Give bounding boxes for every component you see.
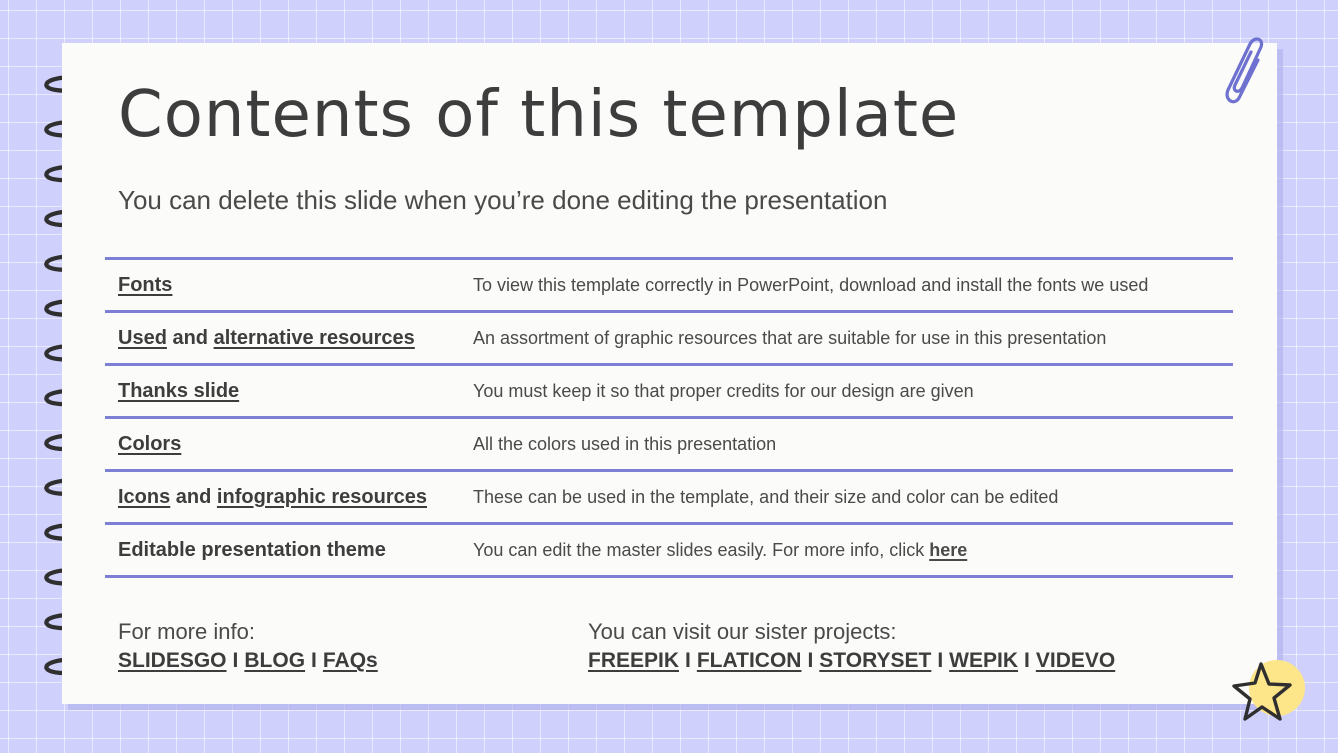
row-name-icons: [118, 486, 427, 509]
more-info-label: For more info:: [118, 619, 255, 644]
freepik-link[interactable]: FREEPIK: [588, 649, 680, 672]
row-name-fonts: [118, 274, 172, 297]
more-info-block: [118, 619, 378, 673]
row-description: To view this template correctly in PowerPoint, download and install the fonts we used: [473, 274, 1149, 295]
infographic-resources-link[interactable]: infographic resources: [216, 485, 427, 508]
table-row: [105, 313, 1233, 366]
separator: I: [685, 649, 691, 672]
theme-description-text: You can edit the master slides easily. For more info, click: [473, 539, 930, 560]
wepik-link[interactable]: WEPIK: [949, 649, 1019, 672]
separator: I: [232, 649, 239, 672]
faqs-link[interactable]: FAQs: [322, 649, 378, 672]
paperclip-icon: [1214, 32, 1272, 108]
alternative-resources-link[interactable]: alternative resources: [213, 326, 415, 349]
storyset-link[interactable]: STORYSET: [819, 649, 932, 672]
icons-link[interactable]: Icons: [118, 485, 171, 508]
sister-projects-label: You can visit our sister projects:: [588, 619, 897, 644]
row-description: [473, 540, 967, 561]
sister-projects-links: [588, 649, 1115, 673]
row-name-colors: [118, 433, 181, 456]
row-description: An assortment of graphic resources that are suitable for use in this presentation: [473, 327, 1107, 348]
row-description: These can be used in the template, and their size and color can be edited: [473, 486, 1059, 507]
here-link[interactable]: here: [929, 539, 968, 560]
separator: I: [311, 649, 317, 672]
table-row: [105, 472, 1233, 525]
separator: I: [937, 649, 944, 672]
table-row: [105, 525, 1233, 578]
row-name-thanks: [118, 380, 239, 403]
contents-table: [105, 257, 1233, 578]
row-name-resources: [118, 327, 415, 350]
fonts-link[interactable]: Fonts: [118, 273, 173, 296]
slide-title: Contents of this template: [118, 78, 960, 152]
row-name-theme: [118, 539, 386, 562]
table-row: [105, 366, 1233, 419]
and-text: and: [166, 326, 214, 349]
slide-subtitle: You can delete this slide when you’re done editing the presentation: [118, 185, 888, 215]
slidesgo-link[interactable]: SLIDESGO: [118, 649, 227, 672]
more-info-links: [118, 649, 378, 673]
star-icon: [1228, 652, 1310, 734]
thanks-slide-link[interactable]: Thanks slide: [118, 379, 240, 402]
separator: I: [807, 649, 814, 672]
table-row: [105, 419, 1233, 472]
editable-theme-label: Editable presentation theme: [118, 538, 386, 561]
separator: I: [1024, 649, 1030, 672]
sister-projects-block: [588, 619, 1115, 673]
colors-link[interactable]: Colors: [118, 432, 182, 455]
flaticon-link[interactable]: FLATICON: [696, 649, 802, 672]
and-text: and: [170, 485, 217, 508]
blog-link[interactable]: BLOG: [244, 649, 306, 672]
row-description: You must keep it so that proper credits for our design are given: [473, 380, 974, 401]
used-link[interactable]: Used: [118, 326, 167, 349]
videvo-link[interactable]: VIDEVO: [1035, 649, 1116, 672]
row-description: All the colors used in this presentation: [473, 433, 777, 454]
table-row: [105, 260, 1233, 313]
